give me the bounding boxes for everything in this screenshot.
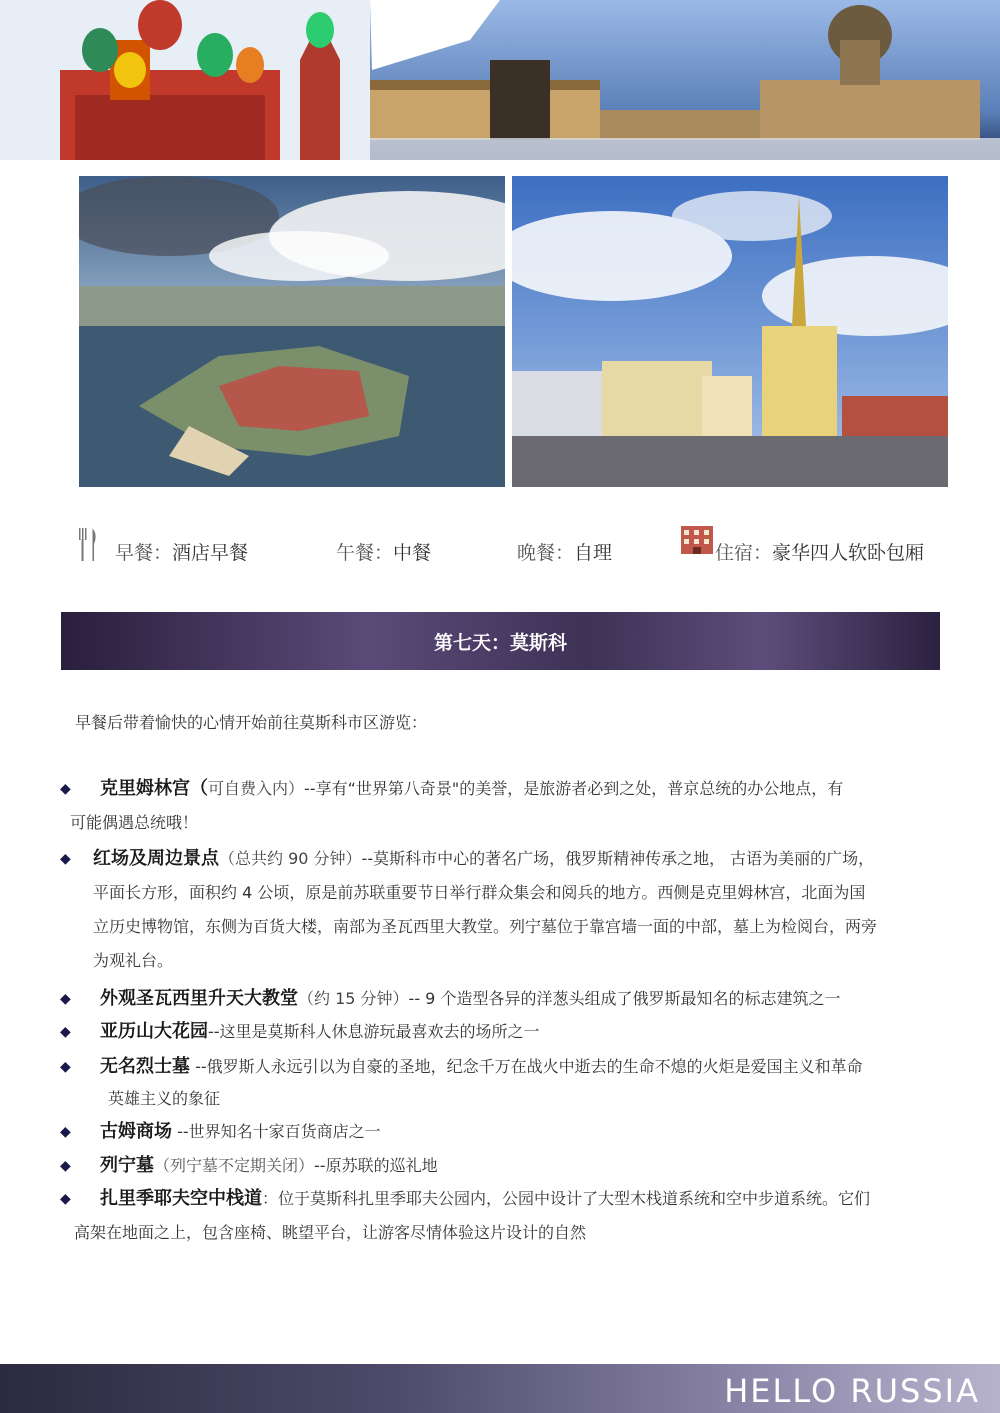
list-item bbox=[60, 1050, 940, 1118]
item-desc: 位于莫斯科扎里季耶夫公园内，公园中设计了大型木栈道系统和空中步道系统。它们 bbox=[278, 1189, 871, 1208]
lunch-info bbox=[336, 538, 431, 565]
list-item bbox=[60, 1115, 940, 1149]
item-desc-cont: 英雄主义的象征 bbox=[108, 1089, 221, 1108]
bullet-icon: ◆ bbox=[60, 1024, 71, 1040]
hotel-label: 住宿： bbox=[715, 542, 773, 564]
lunch-value: 中餐 bbox=[393, 542, 432, 564]
item-name: 古姆商场 bbox=[100, 1121, 172, 1142]
item-note: （总共约 90 分钟） bbox=[219, 849, 362, 868]
item-desc: --这里是莫斯科人休息游玩最喜欢去的场所之一 bbox=[208, 1022, 540, 1041]
meals-row bbox=[75, 524, 955, 574]
banner-collage-image bbox=[0, 0, 1000, 160]
list-item bbox=[60, 982, 940, 1016]
bullet-icon: ◆ bbox=[60, 781, 71, 797]
day-title: 第七天：莫斯科 bbox=[433, 632, 567, 654]
item-note: （约 15 分钟） bbox=[298, 989, 409, 1008]
bullet-icon: ◆ bbox=[60, 1191, 71, 1207]
item-name: 无名烈士墓 bbox=[100, 1056, 190, 1077]
breakfast-info bbox=[115, 538, 248, 565]
item-note: ： bbox=[262, 1189, 279, 1208]
dinner-label: 晚餐： bbox=[517, 542, 575, 564]
footer-brand: HELLO RUSSIA bbox=[724, 1372, 980, 1410]
hotel-value: 豪华四人软卧包厢 bbox=[772, 542, 925, 564]
photo-peter-paul-fortress-aerial bbox=[79, 176, 505, 487]
item-name: 扎里季耶夫空中栈道 bbox=[100, 1188, 262, 1209]
item-note: （列宁墓不定期关闭） bbox=[154, 1156, 315, 1175]
breakfast-label: 早餐： bbox=[115, 542, 173, 564]
bullet-icon: ◆ bbox=[60, 991, 71, 1007]
item-name: 红场及周边景点 bbox=[93, 848, 219, 869]
bullet-icon: ◆ bbox=[60, 1059, 71, 1075]
breakfast-value: 酒店早餐 bbox=[172, 542, 249, 564]
hotel-building-icon bbox=[681, 524, 713, 558]
item-desc-cont: 高架在地面之上，包含座椅、眺望平台，让游客尽情体验这片设计的自然 bbox=[74, 1223, 587, 1242]
list-item bbox=[60, 842, 940, 982]
item-desc: --莫斯科市中心的著名广场，俄罗斯精神传承之地， 古语为美丽的广场， bbox=[361, 849, 875, 868]
list-item bbox=[60, 772, 940, 842]
bullet-icon: ◆ bbox=[60, 1124, 71, 1140]
intro-text: 早餐后带着愉快的心情开始前往莫斯科市区游览： bbox=[75, 713, 428, 732]
lunch-label: 午餐： bbox=[336, 542, 394, 564]
item-name: 亚历山大花园 bbox=[100, 1021, 208, 1042]
dinner-value: 自理 bbox=[574, 542, 613, 564]
item-desc: --俄罗斯人永远引以为自豪的圣地，纪念千万在战火中逝去的生命不熄的火炬是爱国主义和革命 bbox=[190, 1057, 863, 1076]
bullet-icon: ◆ bbox=[60, 851, 71, 867]
cutlery-icon bbox=[77, 528, 99, 566]
item-name: 克里姆林宫（ bbox=[100, 778, 208, 799]
bullet-icon: ◆ bbox=[60, 1158, 71, 1174]
list-item bbox=[60, 1015, 940, 1049]
dinner-info bbox=[517, 538, 612, 565]
footer-band bbox=[0, 1364, 1000, 1413]
item-name: 外观圣瓦西里升天大教堂 bbox=[100, 988, 298, 1009]
item-desc-cont: 可能偶遇总统哦！ bbox=[70, 813, 199, 832]
photo-peter-paul-cathedral bbox=[512, 176, 948, 487]
item-desc-cont: 平面长方形，面积约 4 公顷，原是前苏联重要节日举行群众集会和阅兵的地方。西侧是克里姆林宫，北面为国 bbox=[93, 883, 866, 902]
item-desc: -- 9 个造型各异的洋葱头组成了俄罗斯最知名的标志建筑之一 bbox=[408, 989, 841, 1008]
item-desc-cont: 为观礼台。 bbox=[93, 951, 174, 970]
header-banner bbox=[0, 0, 1000, 160]
item-name: 列宁墓 bbox=[100, 1155, 154, 1176]
list-item bbox=[60, 1182, 940, 1252]
item-desc: --享有“世界第八奇景"的美誉，是旅游者必到之处，普京总统的办公地点，有 bbox=[304, 779, 844, 798]
item-desc: --世界知名十家百货商店之一 bbox=[172, 1122, 381, 1141]
hotel-info bbox=[715, 538, 924, 565]
item-desc: --原苏联的巡礼地 bbox=[314, 1156, 438, 1175]
item-desc-cont: 立历史博物馆，东侧为百货大楼，南部为圣瓦西里大教堂。列宁墓位于靠宫墙一面的中部，墓上为检阅台，两旁 bbox=[93, 917, 878, 936]
item-note: 可自费入内） bbox=[208, 779, 305, 798]
day-header bbox=[61, 612, 940, 670]
list-item bbox=[60, 1149, 940, 1183]
